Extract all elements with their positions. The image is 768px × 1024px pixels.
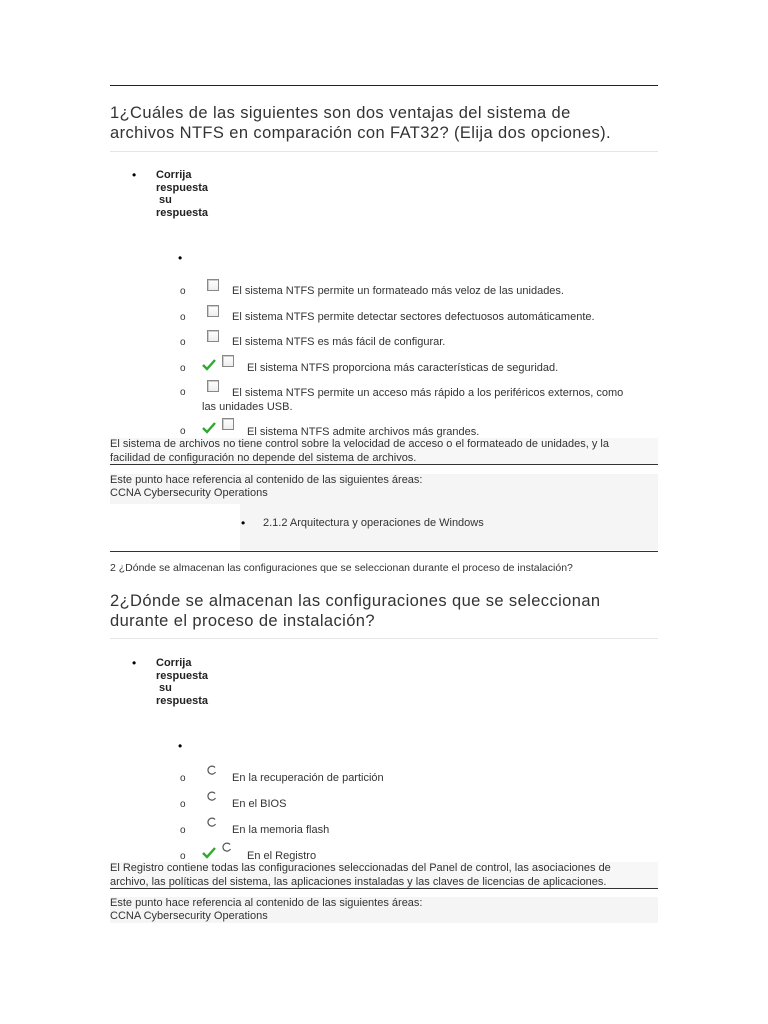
check-icon [202,847,216,859]
radio-button[interactable] [207,817,217,827]
correct-answer-label [156,657,226,708]
sub-bullet: o [180,799,186,810]
label-word: respuesta [156,181,208,194]
feedback-line: El Registro contiene todas las configuraciones seleccionadas del Panel de control, las asociaciones de [110,862,611,874]
radio-button[interactable] [222,842,232,852]
reference-course: CCNA Cybersecurity Operations [110,486,268,499]
label-word: respuesta [156,207,208,220]
reference-box [110,474,658,550]
sub-bullet: o [180,825,186,836]
option-row[interactable] [110,765,658,789]
option-row[interactable] [110,305,658,329]
checkbox[interactable] [222,355,234,367]
option-row[interactable] [110,817,658,841]
check-icon [202,359,216,371]
reference-course: CCNA Cybersecurity Operations [110,909,268,922]
option-text: El sistema NTFS es más fácil de configurar. [232,336,446,348]
sub-bullet: o [180,337,186,348]
sub-bullet: o [180,426,186,437]
reference-intro: Este punto hace referencia al contenido de las siguientes áreas: [110,897,423,909]
question-2-title-line1: 2¿Dónde se almacenan las configuraciones que se seleccionan [110,592,601,610]
option-text: El sistema NTFS permite detectar sectores defectuosos automáticamente. [232,311,595,323]
radio-button[interactable] [207,791,217,801]
sub-bullet: o [180,363,186,374]
checkbox[interactable] [207,380,219,392]
question-1-title-line1: 1¿Cuáles de las siguientes son dos ventajas del sistema de [110,104,571,122]
bullet: • [132,656,137,670]
question-1-title [110,103,650,143]
correct-answer-label [156,169,226,220]
reference-box [110,897,658,923]
checkbox[interactable] [207,279,219,291]
checkbox[interactable] [207,330,219,342]
feedback-box [110,438,658,465]
option-row-correct[interactable] [110,355,658,379]
checkbox[interactable] [222,418,234,430]
option-row[interactable] [110,330,658,354]
section-separator [110,551,658,552]
question-1-title-line2: archivos NTFS en comparación con FAT32? (Elija dos opciones). [110,124,611,142]
sub-bullet: o [180,312,186,323]
check-icon [202,422,216,434]
option-text-continued: las unidades USB. [202,401,293,413]
option-text: El sistema NTFS permite un acceso más rápido a los periféricos externos, como [232,387,624,399]
label-word: respuesta [156,669,208,682]
reference-indent [110,504,240,550]
checkbox[interactable] [207,305,219,317]
label-word: Corrija [156,169,192,181]
option-row[interactable] [110,380,658,416]
question-2-title [110,591,650,631]
feedback-line: archivo, las políticas del sistema, las aplicaciones instaladas y las claves de licencias de aplicaciones. [110,875,607,888]
reference-item: 2.1.2 Arquitectura y operaciones de Windows [263,517,484,529]
question-2-small-text: 2 ¿Dónde se almacenan las configuraciones que se seleccionan durante el proceso de instalación? [110,562,573,574]
label-word: Corrija [156,657,192,669]
bullet: • [178,739,183,753]
reference-intro: Este punto hace referencia al contenido de las siguientes áreas: [110,474,423,486]
feedback-line: El sistema de archivos no tiene control sobre la velocidad de acceso o el formateado de unidades, y la [110,438,609,450]
bullet: • [132,168,137,182]
feedback-box [110,862,658,889]
option-text: En el BIOS [232,798,287,810]
option-text: El sistema NTFS permite un formateado más veloz de las unidades. [232,285,564,297]
question-1-rule [110,151,658,152]
option-text: En la memoria flash [232,824,330,836]
feedback-line: facilidad de configuración no depende del sistema de archivos. [110,451,417,464]
sub-bullet: o [180,387,186,398]
bullet: • [178,251,183,265]
option-text: En el Registro [247,850,317,862]
option-row[interactable] [110,791,658,815]
bullet: • [241,516,246,530]
label-word: su [156,194,172,207]
option-text: En la recuperación de partición [232,772,384,784]
sub-bullet: o [180,851,186,862]
sub-bullet: o [180,286,186,297]
label-word: su [156,682,172,695]
option-row[interactable] [110,279,658,303]
sub-bullet: o [180,773,186,784]
option-text: El sistema NTFS admite archivos más grandes. [247,426,480,438]
question-2-rule [110,638,658,639]
radio-button[interactable] [207,765,217,775]
label-word: respuesta [156,695,208,708]
option-text: El sistema NTFS proporciona más características de seguridad. [247,362,559,374]
top-divider [110,85,658,86]
question-2-title-line2: durante el proceso de instalación? [110,612,375,630]
